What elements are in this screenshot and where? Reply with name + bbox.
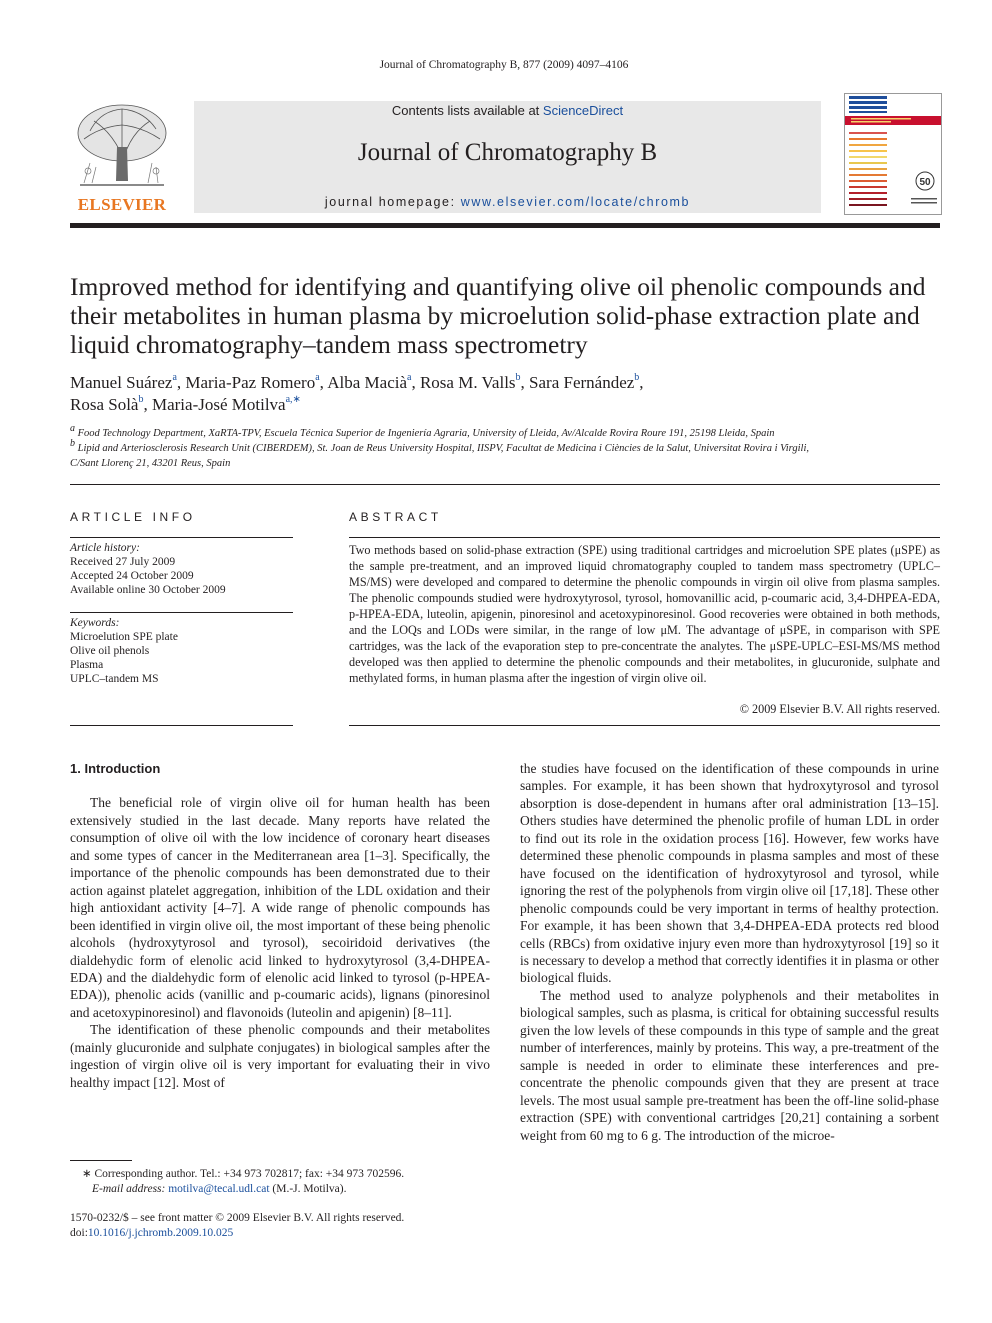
article-info-rule bbox=[70, 612, 293, 613]
keyword: Microelution SPE plate bbox=[70, 631, 178, 643]
body-paragraph: The method used to analyze polyphenols and their metabolites in biological samples, such as plasma, is critical for obtaining successful results given the low levels of these compounds in this type of sample and the great number of interferences, mainly by proteins. This way, a pre-treatment of the sample is needed in order to eliminate these interferences and pre-concentrate the phenolic compounds given that they are present at trace levels. The most usual sample pre-treatment has been the off-line solid-phase extraction (SPE) with conventional cartridges [20,21] containing a sorbent weight from 60 mg to 6 g. The introduction of the microe- bbox=[520, 987, 939, 1143]
author-list bbox=[70, 372, 940, 416]
affiliation-marker: a bbox=[70, 422, 75, 434]
online-date: Available online 30 October 2009 bbox=[70, 584, 226, 596]
elm-tree-logo-icon bbox=[70, 101, 174, 193]
author-separator: , bbox=[411, 373, 420, 392]
abstract-rule bbox=[349, 725, 940, 726]
received-date: Received 27 July 2009 bbox=[70, 556, 176, 568]
body-paragraph: The identification of these phenolic compounds and their metabolites (mainly glucuronide and sulphate conjugates) in biological samples after the ingestion of virgin olive oil is very important for evaluating their in vivo healthy impact [12]. Most of bbox=[70, 1022, 490, 1090]
article-title: Improved method for identifying and quantifying olive oil phenolic compounds and their metabolites in human plasma by microelution solid-phase extraction plate and liquid chromatography–tandem mass spectrometry bbox=[70, 272, 926, 359]
author-name[interactable]: Sara Fernández bbox=[529, 373, 635, 392]
author-affiliation-marker[interactable]: b bbox=[634, 372, 640, 384]
front-matter bbox=[70, 1211, 490, 1241]
elsevier-wordmark: ELSEVIER bbox=[77, 195, 167, 214]
affiliation-b bbox=[70, 437, 940, 471]
article-history bbox=[70, 541, 293, 597]
author-separator: , bbox=[319, 373, 328, 392]
abstract-text: Two methods based on solid-phase extraction (SPE) using traditional cartridges and microelution SPE plates (μSPE) as the sample pre-treatment, and an improved liquid chromatography coupled to tandem mass spectrometry (UPLC–MS/MS) were developed and compared to determine the phenolic compounds in virgin oil olive from plasma samples. The phenolic compounds studied were hydroxytyrosol, tyrosol, homovanillic acid, p-coumaric acid, 3,4-DHPEA-EDA, p-HPEA-EDA, luteolin, apigenin, pinoresinol and acetoxypinoresinol. Good recoveries were obtained in both methods, and the LOQs and LODs were similar, in the range of low μM. The advantage of μSPE, in comparison with SPE cartridges, was the lack of the evaporation step to pre-concentrate the analytes. The μSPE-UPLC–ESI-MS/MS method developed was then applied to determine the phenolic compounds and their metabolites, in glucuronide, sulphate and methylated forms, in human plasma after the ingestion of virgin olive oil. bbox=[349, 543, 940, 685]
journal-citation: Journal of Chromatography B, 877 (2009) 4097–4106 bbox=[379, 59, 629, 71]
section-divider bbox=[70, 484, 940, 485]
author-name[interactable]: Manuel Suárez bbox=[70, 373, 173, 392]
author-affiliation-marker[interactable]: b bbox=[138, 394, 144, 406]
copyright-notice: © 2009 Elsevier B.V. All rights reserved. bbox=[739, 702, 940, 716]
journal-header bbox=[194, 101, 821, 213]
author-affiliation-marker[interactable]: a bbox=[315, 372, 320, 384]
author-name[interactable]: Rosa M. Valls bbox=[419, 373, 516, 392]
author-affiliation-marker[interactable]: a bbox=[407, 372, 412, 384]
email-link[interactable]: motilva@tecal.udl.cat bbox=[168, 1183, 270, 1195]
footnote-email-line bbox=[70, 1182, 490, 1197]
issn-line: 1570-0232/$ – see front matter © 2009 Elsevier B.V. All rights reserved. bbox=[70, 1212, 405, 1224]
journal-name: Journal of Chromatography B bbox=[357, 139, 658, 166]
author-affiliation-marker[interactable]: a,∗ bbox=[285, 394, 301, 406]
cover-anniversary-badge: 50 bbox=[919, 177, 931, 188]
keywords bbox=[70, 616, 293, 686]
keyword: Olive oil phenols bbox=[70, 645, 150, 657]
keyword: UPLC–tandem MS bbox=[70, 673, 159, 685]
body-column-right bbox=[520, 760, 939, 1144]
body-column-left bbox=[70, 760, 490, 1091]
keyword: Plasma bbox=[70, 659, 104, 671]
contents-prefix: Contents lists available at bbox=[391, 103, 543, 118]
article-info-rule bbox=[70, 537, 293, 538]
footnote-contact: ∗ Corresponding author. Tel.: +34 973 702817; fax: +34 973 702596. bbox=[82, 1168, 405, 1180]
doi-link[interactable]: 10.1016/j.jchromb.2009.10.025 bbox=[87, 1227, 234, 1239]
author-name[interactable]: Rosa Solà bbox=[70, 395, 139, 414]
author-separator: , bbox=[176, 373, 186, 392]
contents-line bbox=[194, 103, 821, 118]
sciencedirect-link[interactable]: ScienceDirect bbox=[542, 103, 624, 118]
header-rule bbox=[70, 223, 940, 228]
doi-label: doi: bbox=[70, 1227, 88, 1239]
doi-line bbox=[70, 1226, 490, 1241]
author-separator: , bbox=[520, 373, 530, 392]
body-paragraph: the studies have focused on the identification of these compounds in urine samples. For example, it has been shown that hydroxytyrosol and tyrosol absorption is dose-dependent in humans after oral administration [13–15]. Others studies have determined the phenolic profile of human LDL in order to find out its role in the oxidation process [16]. However, few works have determined these phenolic compounds in plasma samples and most of these have focused on the identification of hydroxytyrosol and tyrosol, while ignoring the rest of the polyphenols from virgin olive oil [17,18]. These other phenolic compounds could be very important in terms of healthy protection. For example, it has been shown that 3,4-DHPEA-EDA protects red blood cells (RBCs) from oxidative injury even more than hydroxytyrosol [19] so it is necessary to develop a method that correctly identifies it in plasma or other biological fluids. bbox=[520, 761, 939, 986]
email-suffix: (M.-J. Motilva). bbox=[269, 1183, 347, 1195]
article-info-rule bbox=[70, 725, 293, 726]
affiliation-text: Lipid and Arteriosclerosis Research Unit (CIBERDEM), St. Joan de Reus University Hospital, IISPV, Facultat de Medicina i Ciències de la Salut, Universitat Rovira i Virgili, bbox=[77, 443, 810, 454]
affiliation-marker: b bbox=[70, 437, 75, 449]
homepage-link[interactable]: www.elsevier.com/locate/chromb bbox=[460, 195, 691, 209]
author-affiliation-marker[interactable]: b bbox=[515, 372, 521, 384]
homepage-line bbox=[194, 195, 821, 209]
author-name[interactable]: Maria-Paz Romero bbox=[185, 373, 316, 392]
affiliation-text-continued: C/Sant Llorenç 21, 43201 Reus, Spain bbox=[70, 458, 231, 469]
affiliation-a bbox=[70, 422, 940, 441]
body-paragraph: The beneficial role of virgin olive oil for human health has been extensively studied in the last decade. Many reports have related the consumption of olive oil with the low incidence of coronary heart diseases and some types of cancer in the Mediterranean area [1–3]. Specifically, the importance of the phenolic compounds has been demonstrated due to their action against platelet aggregation, inhibition of the LDL oxidation and their high antioxidant activity [4–7]. A wide range of phenolic compounds has been identified in virgin olive oil, the most important of these being phenolic alcohols (hydroxytyrosol and tyrosol), secoiridoid derivatives (the dialdehydic form of elenolic acid linked to hydroxytyrosol (3,4-DHPEA-EDA) and the dialdehydic form of elenolic acid linked to tyrosol (p-HPEA-EDA)), phenolic acids (vanillic and p-coumaric acids), lignans (pinoresinol and acetoxypinoresinol) and flavonoids (luteolin and apigenin) [8–11]. bbox=[70, 795, 490, 1020]
author-separator: , bbox=[143, 395, 152, 414]
abstract-rule bbox=[349, 537, 940, 538]
accepted-date: Accepted 24 October 2009 bbox=[70, 570, 194, 582]
elsevier-logo[interactable] bbox=[70, 101, 174, 215]
keywords-label: Keywords: bbox=[70, 617, 120, 629]
author-affiliation-marker[interactable]: a bbox=[172, 372, 177, 384]
email-label: E-mail address: bbox=[92, 1183, 169, 1195]
author-separator: , bbox=[639, 373, 644, 392]
corresponding-author-footnote bbox=[70, 1167, 490, 1197]
journal-cover[interactable] bbox=[844, 93, 942, 215]
homepage-prefix: journal homepage: bbox=[324, 195, 461, 209]
article-info-heading: ARTICLE INFO bbox=[70, 510, 196, 524]
author-name[interactable]: Maria-José Motilva bbox=[151, 395, 286, 414]
history-label: Article history: bbox=[70, 542, 140, 554]
introduction-heading: 1. Introduction bbox=[70, 761, 161, 776]
journal-cover-thumbnail bbox=[845, 94, 941, 214]
abstract-heading: ABSTRACT bbox=[349, 510, 442, 524]
author-name[interactable]: Alba Macià bbox=[327, 373, 408, 392]
affiliation-text: Food Technology Department, XaRTA-TPV, Escuela Técnica Superior de Ingeniería Agraria, University of Lleida, Av/Alcalde Rovira Roure 191, 25198 Lleida, Spain bbox=[77, 428, 775, 439]
footnote-rule bbox=[70, 1160, 132, 1161]
